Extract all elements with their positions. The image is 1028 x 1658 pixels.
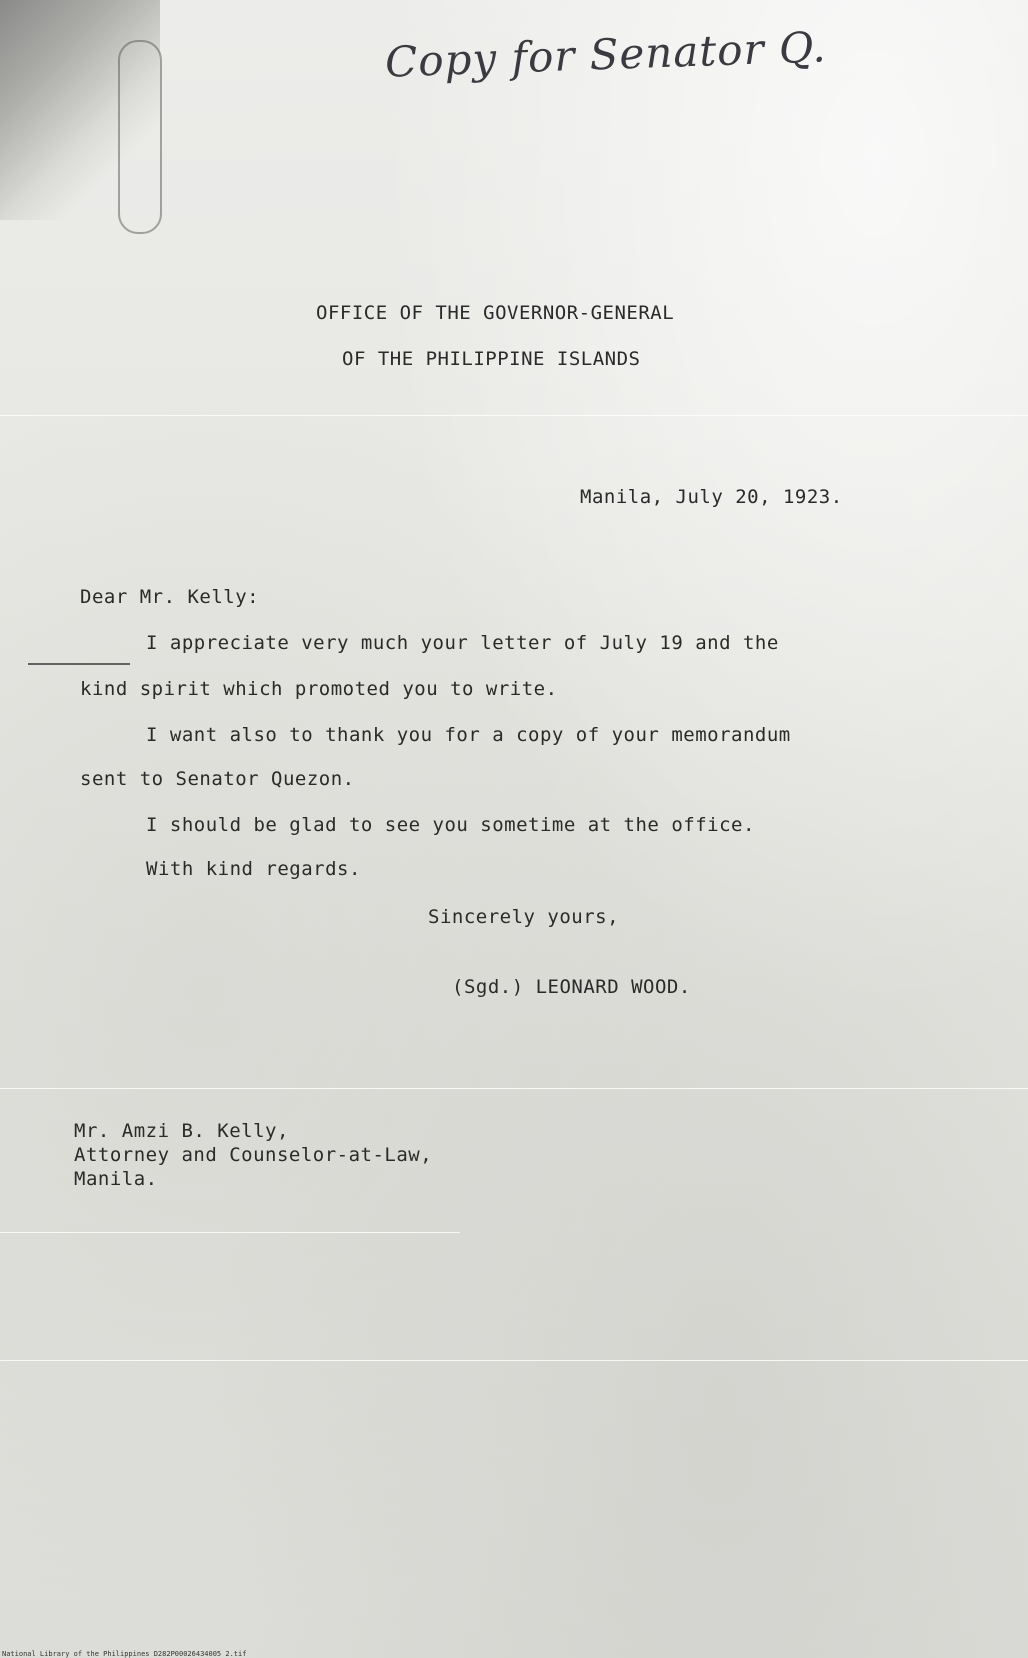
letterhead-line-1: OFFICE OF THE GOVERNOR-GENERAL — [316, 302, 675, 324]
signature: (Sgd.) LEONARD WOOD. — [452, 976, 691, 998]
addressee-line-1: Mr. Amzi B. Kelly, — [74, 1120, 289, 1142]
archive-footer: National Library of the Philippines D282P00026434005 2.tif — [2, 1650, 247, 1658]
body-line-2: kind spirit which promoted you to write. — [80, 678, 558, 700]
addressee-line-3: Manila. — [74, 1168, 158, 1190]
fold-line — [0, 1232, 460, 1233]
fold-line — [0, 415, 1028, 416]
body-line-1: I appreciate very much your letter of July 19 and the — [146, 632, 779, 654]
closing: Sincerely yours, — [428, 906, 620, 928]
fold-line — [0, 1088, 1028, 1089]
underline-mark — [28, 663, 130, 665]
letterhead-line-2: OF THE PHILIPPINE ISLANDS — [342, 348, 641, 370]
body-line-6: With kind regards. — [146, 858, 361, 880]
dateline: Manila, July 20, 1923. — [580, 486, 843, 508]
fold-line — [0, 1360, 1028, 1361]
handwritten-annotation: Copy for Senator Q. — [384, 22, 828, 87]
body-line-5: I should be glad to see you sometime at the office. — [146, 814, 755, 836]
body-line-3: I want also to thank you for a copy of your memorandum — [146, 724, 791, 746]
salutation: Dear Mr. Kelly: — [80, 586, 260, 608]
body-line-4: sent to Senator Quezon. — [80, 768, 355, 790]
paper-clip-mark — [118, 40, 162, 234]
addressee-line-2: Attorney and Counselor-at-Law, — [74, 1144, 433, 1166]
